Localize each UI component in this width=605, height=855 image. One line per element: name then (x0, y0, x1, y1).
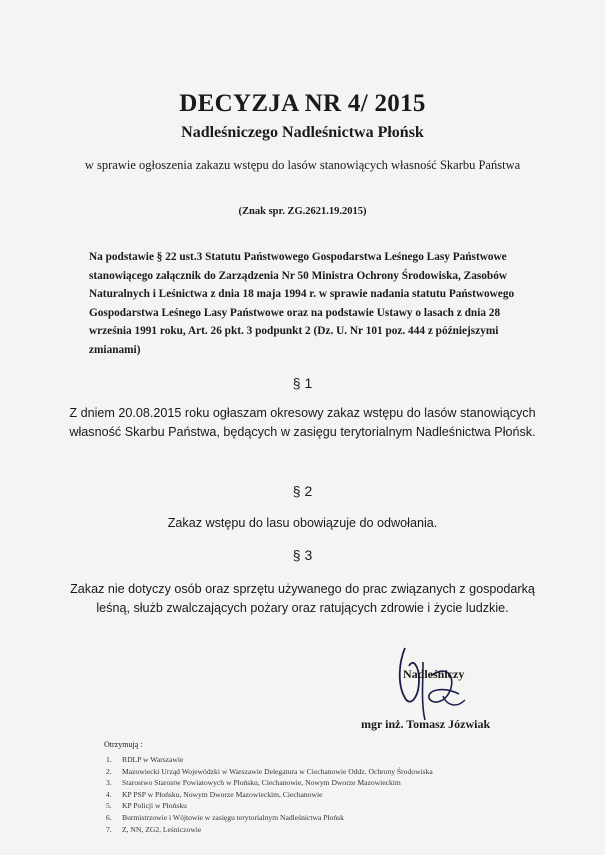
signatory-name: mgr inż. Tomasz Józwiak (361, 717, 491, 731)
list-item: 7. Z, NN, ZG2, Leśniczowie (106, 824, 202, 834)
list-item: 4. KP PSP w Płońsku, Nowym Dworze Mazowieckim, Ciechanowie (106, 789, 323, 799)
legal-basis-paragraph: Na podstawie § 22 ust.3 Statutu Państwowego Gospodarstwa Leśnego Lasy Państwowe stanowiącego załącznik do Zarządzenia Nr 50 Ministra Ochrony Środowiska, Zasobów Naturalnych i Leśnictwa z dnia 18 maja 1994 r. w sprawie nadania statutu Państwowego Gospodarstwa Leśnego Lasy Państwowe oraz na podstawie Ustawy o lasach z dnia 28 września 1991 roku, Art. 26 pkt. 3 podpunkt 2 (Dz. U. Nr 101 poz. 444 z późniejszymi zmianami) (89, 251, 515, 356)
section-mark-2: § 2 (292, 483, 313, 499)
reference-number: (Znak spr. ZG.2621.19.2015) (238, 206, 367, 217)
section-mark-1: § 1 (292, 375, 313, 391)
recipients-label: Otrzymują : (104, 740, 143, 749)
section-text-2: Zakaz wstępu do lasu obowiązuje do odwołania. (167, 516, 438, 530)
list-item: 6. Burmistrzowie i Wójtowie w zasięgu terytorialnym Nadleśnictwa Płońsk (106, 812, 344, 822)
signatory-title: Nadleśniczy (403, 667, 465, 681)
section-mark-3: § 3 (292, 547, 313, 563)
recipients-list (106, 754, 433, 835)
list-item: 1. RDLP w Warszawie (106, 755, 184, 764)
list-item: 5. KP Policji w Płońsku (106, 801, 187, 811)
list-item: 3. Starostwo Starostw Powiatowych w Płońsku, Ciechanowie, Nowym Dworze Mazowieckim (106, 778, 401, 788)
document-title: DECYZJA NR 4/ 2015 (179, 90, 426, 117)
issuer-line: Nadleśniczego Nadleśnictwa Płońsk (181, 124, 424, 141)
section-text-1: Z dniem 20.08.2015 roku ogłaszam okresowy zakaz wstępu do lasów stanowiących własność Skarbu Państwa, będących w zasięgu terytorialnym Nadleśnictwa Płońsk. (69, 406, 536, 439)
section-text-3: Zakaz nie dotyczy osób oraz sprzętu używanego do prac związanych z gospodarką leśną, służb zwalczających pożary oraz ratujących zdrowie i życie ludzkie. (70, 582, 535, 615)
list-item: 2. Mazowiecki Urząd Wojewódzki w Warszawie Delegatura w Ciechanowie Oddz. Ochrony Środowiska (106, 766, 433, 776)
subject-line: w sprawie ogłoszenia zakazu wstępu do lasów stanowiących własność Skarbu Państwa (84, 158, 521, 172)
